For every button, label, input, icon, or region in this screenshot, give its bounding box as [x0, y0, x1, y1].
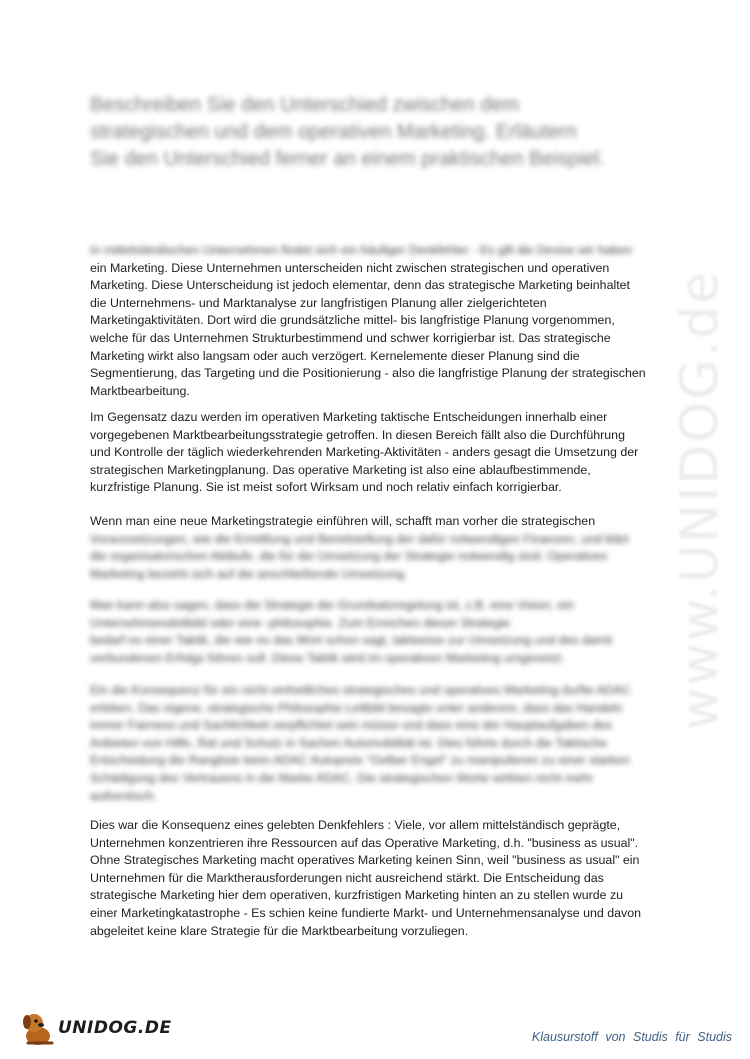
- paragraph-6: [90, 817, 675, 940]
- text-line: Voraussetzungen, wie die Ermittlung und Bereitstellung der dafür notwendigen Finanzen, und klärt: [90, 531, 629, 546]
- text-line: Segmentierung, das Targeting und die Positionierung - also die langfristige Planung der strategischen: [90, 366, 646, 381]
- text-line: Unternehmensleitbild oder eine -philosophie. Zum Erreichen dieser Strategie: [90, 615, 511, 630]
- document-title: Beschreiben Sie den Unterschied zwischen dem strategischen und dem operativen Marketing. Erläutern Sie den Unterschied ferner an einem praktischen Beispiel.: [90, 94, 605, 170]
- logo-text: UNIDOG.DE: [58, 1018, 172, 1038]
- text-line: vorgegebenen Marktbearbeitungsstrategie getroffen. In diesen Bereich fällt also die Durchführung: [90, 427, 625, 442]
- paragraph-1: [90, 242, 675, 400]
- text-line: Marketing. Diese Unterscheidung ist jedoch elementar, denn das strategische Marketing beinhaltet: [90, 278, 630, 293]
- text-line: strategischen Marketingplanung. Das operative Marketing ist also eine ablaufbestimmende,: [90, 462, 591, 477]
- text-line: Marketing bezieht sich auf die anschließende Umsetzung.: [90, 566, 408, 581]
- text-line: kurzfristige Planung. Sie ist meist sofort Wirksam und noch relativ einfach korrigierbar.: [90, 480, 562, 495]
- text-line: Unternehmen konzentrieren ihre Ressourcen auf das Operative Marketing, d.h. "business as usual".: [90, 835, 639, 850]
- text-line: In mittelständischen Unternehmen findet sich ein häufiger Denkfehler - Es gilt die Devise wir haben: [90, 243, 633, 257]
- text-line: Marketingaktivitäten. Dort wird die grundsätzliche mittel- bis langfristige Planung vorgenommen,: [90, 313, 615, 328]
- text-line: abgeleitet keine klare Strategie für die Marktbearbeitung vorzuliegen.: [90, 923, 469, 938]
- text-line: bedarf es einer Taktik, die wie es das Wort schon sagt, taktweise zur Umsetzung und des damit: [90, 633, 613, 648]
- text-line: welche für das Unternehmen Strukturbestimmend und schwer korrigierbar ist. Das strategische: [90, 330, 611, 345]
- watermark: [660, 240, 740, 760]
- text-line: immer Fairness und Sachlichkeit verpflichtet sein müsse und dass eine der Hauptaufgaben des: [90, 718, 613, 733]
- text-line: die organisatorischen Abläufe, die für die Umsetzung der Strategie notwendig sind. Operatives: [90, 549, 608, 564]
- unidog-logo: [18, 1006, 188, 1050]
- paragraph-4: [90, 597, 675, 667]
- text-line: verbundenen Erfolgs führen soll. Diese Taktik wird im operativen Marketing umgesetzt.: [90, 650, 565, 665]
- text-line: Anbieten von Hilfe, Rat und Schutz in Sachen Automobilität ist. Dies führte durch die Taktische: [90, 735, 608, 750]
- text-line: Dies war die Konsequenz eines gelebten Denkfehlers : Viele, vor allem mittelständisch geprägte,: [90, 818, 621, 832]
- text-line: ein Marketing. Diese Unternehmen unterscheiden nicht zwischen strategischen und operativen: [90, 260, 610, 275]
- watermark-text: www.UNIDOG.de: [670, 269, 730, 731]
- text-line: Unternehmen für die Marktherausforderungen nicht ausreichend stärkt. Die Entscheidung das: [90, 870, 604, 885]
- paragraph-2: [90, 409, 675, 497]
- text-line: Marketing wirkt also langsam oder auch verzögert. Kernelemente dieser Planung sind die: [90, 348, 580, 363]
- text-line: einer Marketingkatastrophe - Es schien keine fundierte Markt- und Unternehmensanalyse und davon: [90, 905, 642, 920]
- text-line: die Unternehmens- und Marktanalyse zur langfristigen Planung aller zielgerichteten: [90, 295, 547, 310]
- text-line: Entscheidung die Rangliste beim ADAC Autopreis "Gelber Engel" zu manipulieren zu einer starken: [90, 753, 630, 768]
- text-line: und Kontrolle der täglich wiederkehrenden Marketing-Aktivitäten - anders gesagt die Umsetzung der: [90, 445, 639, 460]
- text-line: authentisch.: [90, 788, 157, 803]
- text-line: Schädigung des Vertrauens in die Marke ADAC. Die strategischen Worte wirkten nicht mehr: [90, 770, 594, 785]
- text-line: strategische Marketing hier dem operativen, kurzfristigen Marketing hinten an zu stellen wurde zu: [90, 888, 624, 903]
- text-line: Man kann also sagen, dass die Strategie die Grundsatzregelung ist, z.B. eine Vision, ein: [90, 598, 574, 612]
- text-line: erleben. Das eigene, strategische Philosophie Leitbild besagte unter anderem, dass das Handeln: [90, 700, 623, 715]
- text-line: Ein die Konsequenz für ein nicht einheitliches strategisches und operatives Marketing durfte ADAC: [90, 683, 631, 697]
- dog-mascot-icon: [18, 1006, 62, 1050]
- text-line: Marktbearbeitung.: [90, 383, 190, 398]
- footer-tagline: Klausurstoff von Studis für Studis: [531, 1030, 732, 1044]
- paragraph-3: [90, 513, 675, 583]
- text-line: Im Gegensatz dazu werden im operativen Marketing taktische Entscheidungen innerhalb einer: [90, 410, 608, 424]
- paragraph-5: [90, 682, 675, 805]
- text-line: Ohne Strategisches Marketing macht operatives Marketing keinen Sinn, weil "business as usual" ein: [90, 853, 640, 868]
- text-line: Wenn man eine neue Marketingstrategie einführen will, schafft man vorher die strategischen: [90, 514, 596, 528]
